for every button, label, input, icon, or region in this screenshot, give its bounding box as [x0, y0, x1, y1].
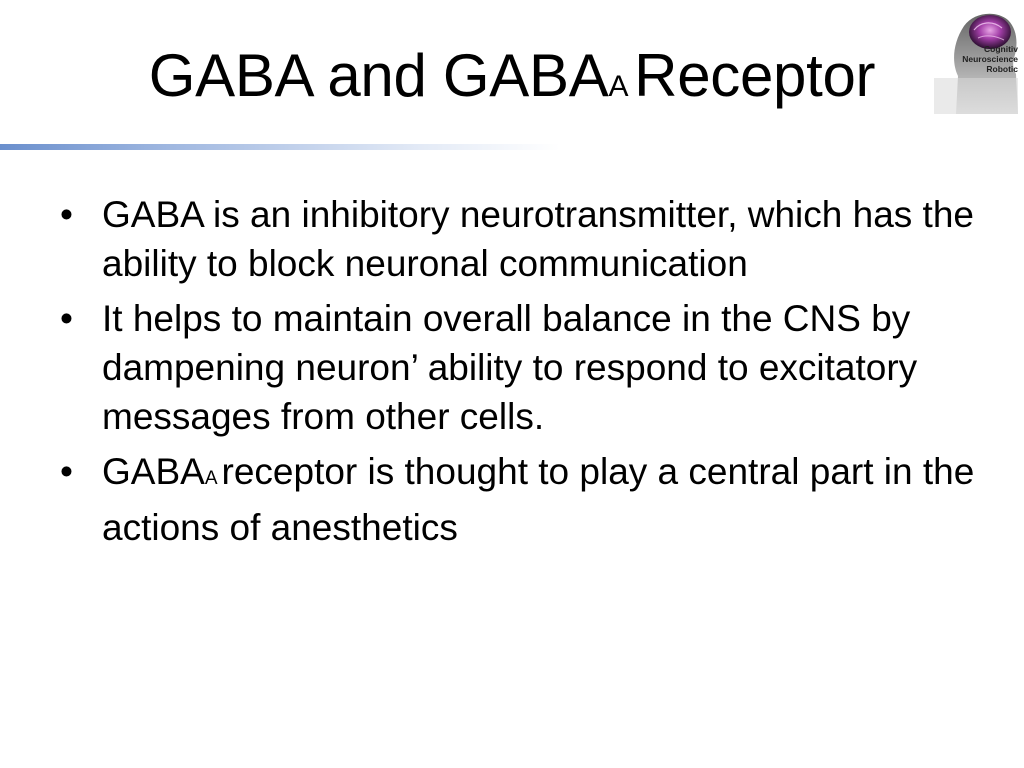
logo-line-2: Neuroscience: [962, 54, 1018, 64]
logo-line-1: Cognitiv: [984, 44, 1018, 54]
title-subscript: A: [608, 70, 629, 103]
bullet-symbol: •: [60, 298, 73, 339]
bullet-text-after: receptor is thought to play a central part in the actions of anesthetics: [102, 451, 975, 548]
bullet-list: [60, 190, 980, 558]
logo-line-3: Robotic: [986, 64, 1018, 74]
title-divider: [0, 144, 560, 150]
bullet-symbol: •: [60, 451, 73, 492]
bullet-symbol: •: [60, 194, 73, 235]
bullet-text-before: GABA: [102, 451, 205, 492]
title-text-part2: Receptor: [634, 42, 876, 109]
brain-logo-icon: [934, 6, 1018, 114]
title-text-part1: GABA and GABA: [148, 42, 609, 109]
bullet-item: [60, 190, 980, 288]
bullet-item: [60, 447, 980, 552]
bullet-text: It helps to maintain overall balance in the CNS by dampening neuron’ ability to respond to excitatory messages from other cells.: [102, 298, 918, 437]
bullet-text: GABA is an inhibitory neurotransmitter, which has the ability to block neuronal communication: [102, 194, 974, 284]
bullet-item: [60, 294, 980, 441]
bullet-subscript: A: [204, 468, 218, 489]
logo-text: [934, 44, 1018, 74]
slide-title: [0, 40, 1024, 123]
